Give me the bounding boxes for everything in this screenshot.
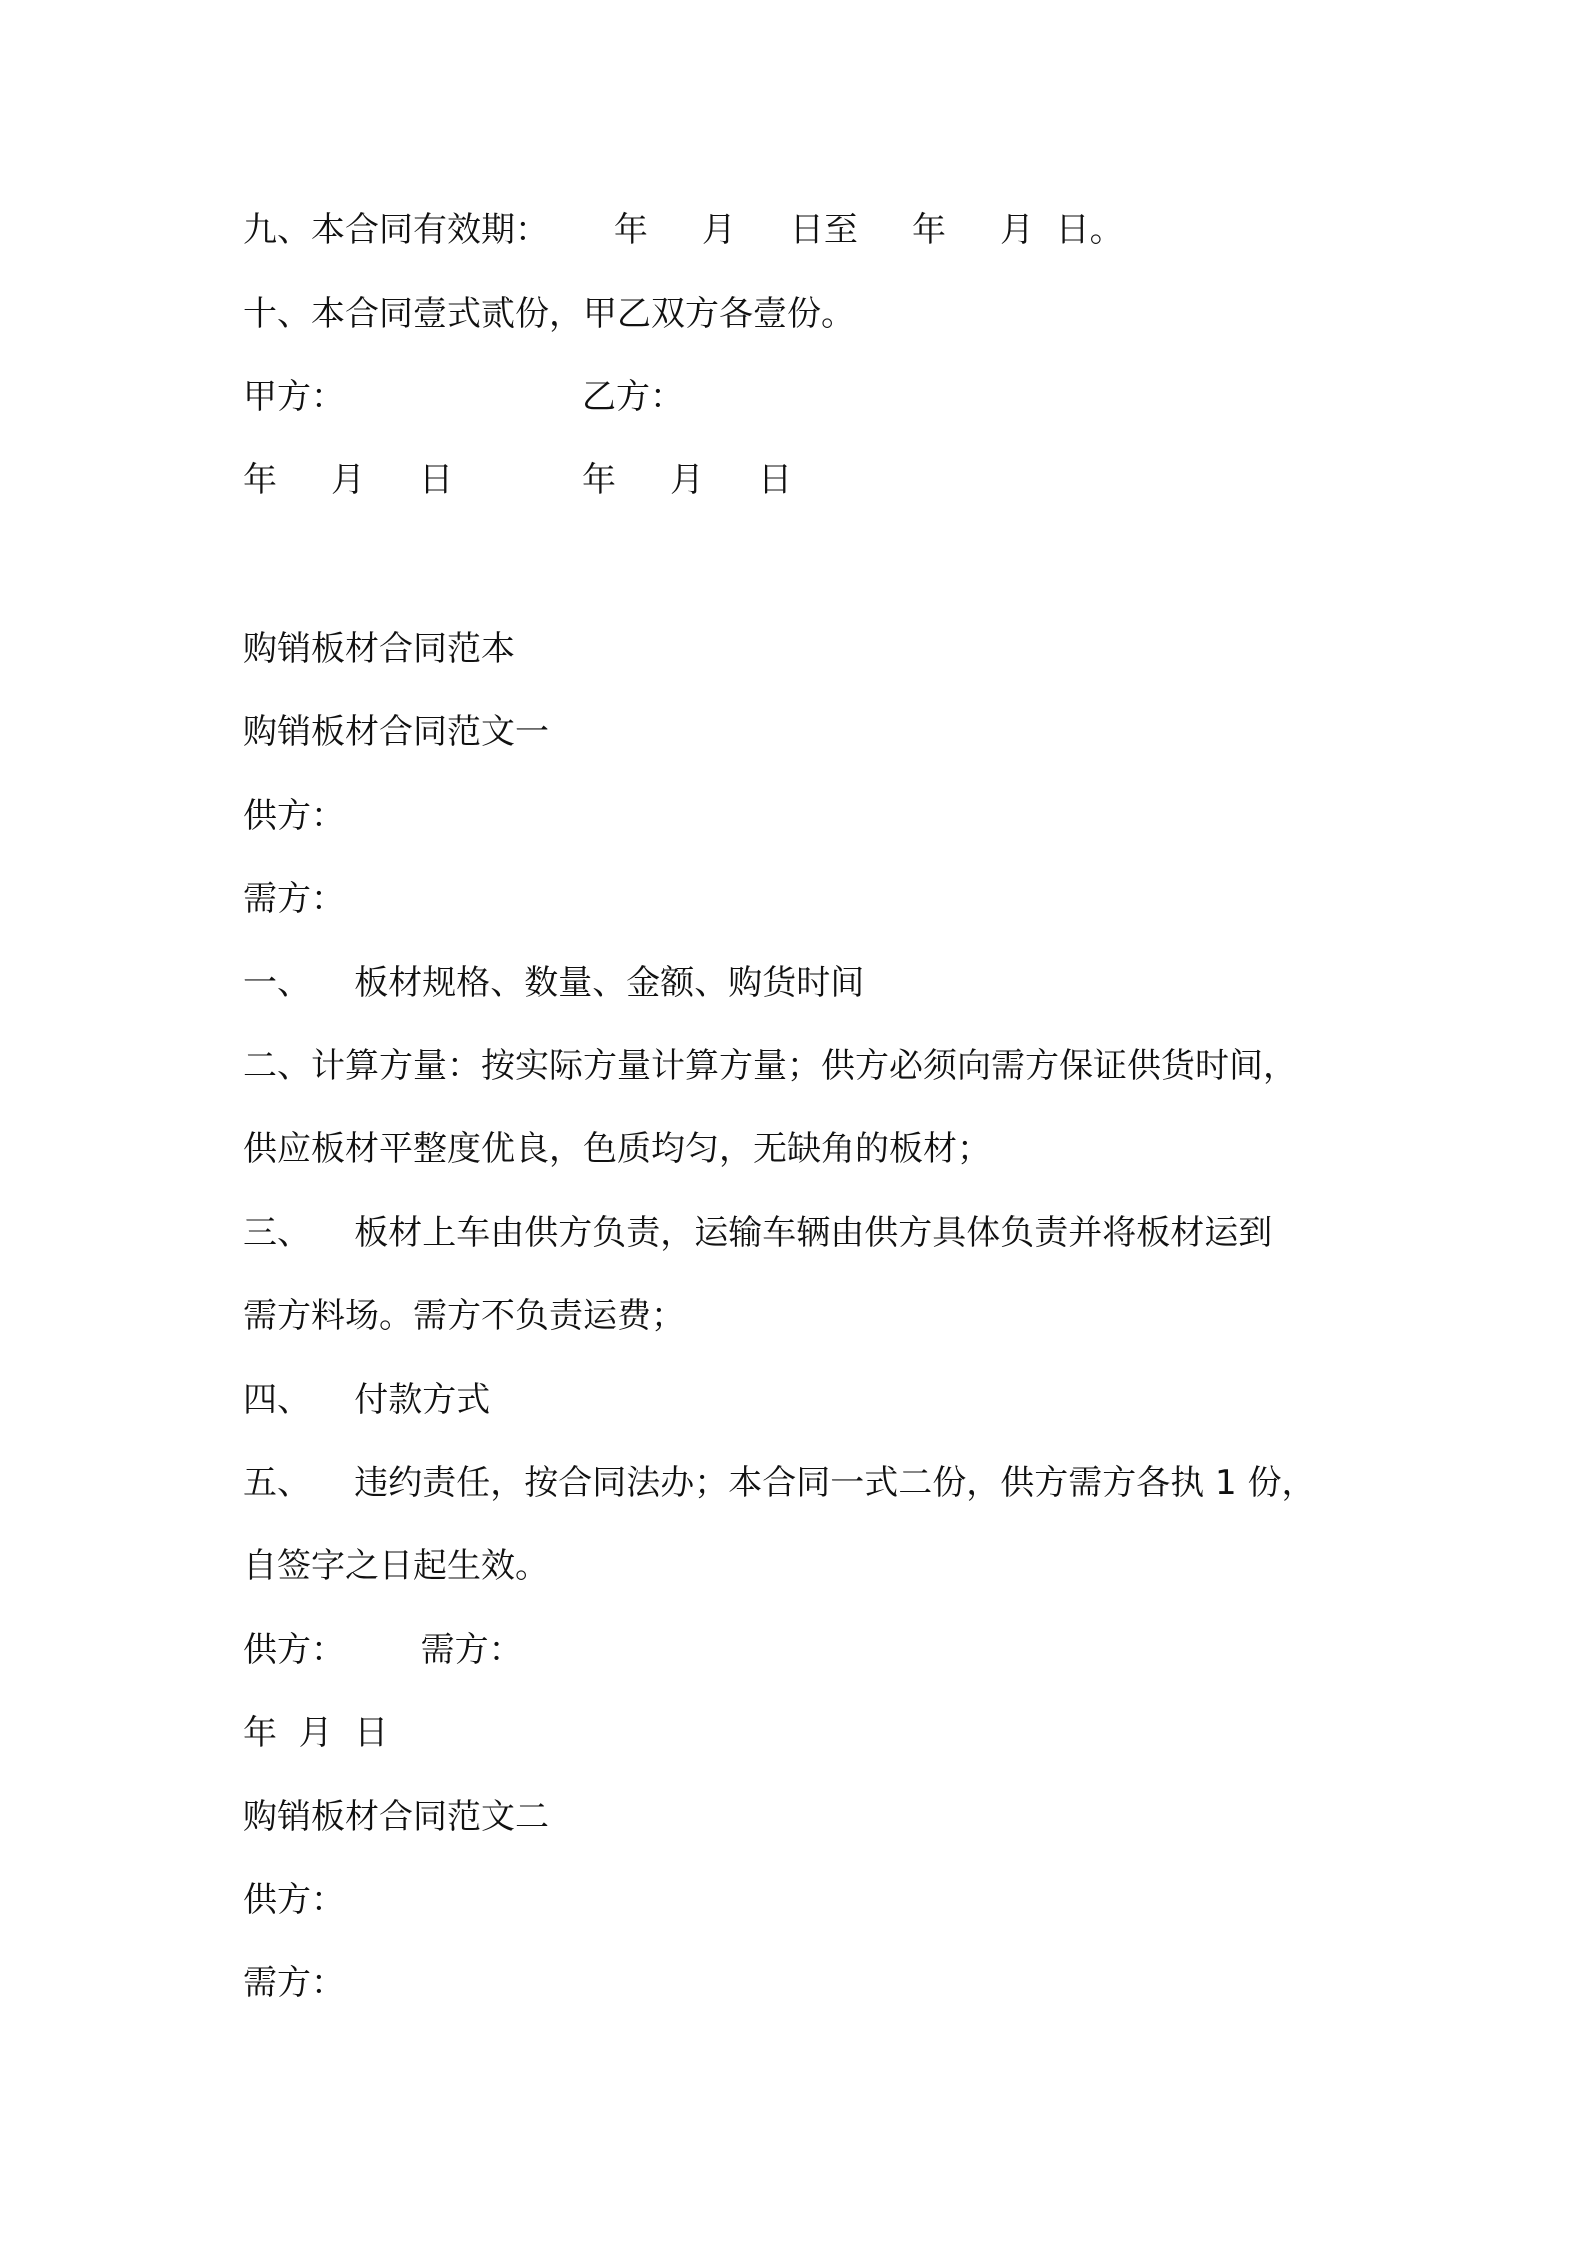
party-a-label: 甲方： <box>243 377 345 417</box>
sample1-date: 年 月 日 <box>243 1713 389 1753</box>
clause-nine: 九、本合同有效期： 年 月 日至 年 月 日。 <box>243 210 1124 250</box>
sample2-title: 购销板材合同范文二 <box>243 1797 549 1837</box>
sample2-supplier: 供方： <box>243 1880 345 1920</box>
sample1-item2-line1: 二、计算方量：按实际方量计算方量；供方必须向需方保证供货时间， <box>243 1046 1297 1086</box>
sample1-supplier: 供方： <box>243 796 345 836</box>
clause-ten: 十、本合同壹式贰份，甲乙双方各壹份。 <box>243 294 855 334</box>
sample1-item3-line2: 需方料场。需方不负责运费； <box>243 1296 685 1336</box>
sample1-buyer: 需方： <box>243 879 345 919</box>
sample2-buyer: 需方： <box>243 1963 345 2003</box>
sample1-item2-line2: 供应板材平整度优良，色质均匀，无缺角的板材； <box>243 1129 991 1169</box>
sample1-item5-line2: 自签字之日起生效。 <box>243 1546 549 1586</box>
sample1-item1: 一、 板材规格、数量、金额、购货时间 <box>243 963 865 1003</box>
sample1-title: 购销板材合同范文一 <box>243 712 549 752</box>
doc-title: 购销板材合同范本 <box>243 629 515 669</box>
party-b-date: 年 月 日 <box>582 460 793 500</box>
sample1-sign-line: 供方： 需方： <box>243 1630 523 1670</box>
sample1-item5-line1: 五、 违约责任，按合同法办；本合同一式二份，供方需方各执 1 份， <box>243 1463 1316 1503</box>
sample1-item3-line1: 三、 板材上车由供方负责，运输车辆由供方具体负责并将板材运到 <box>243 1213 1273 1253</box>
party-a-date: 年 月 日 <box>243 460 454 500</box>
party-b-label: 乙方： <box>582 377 684 417</box>
sample1-item4: 四、 付款方式 <box>243 1380 491 1420</box>
